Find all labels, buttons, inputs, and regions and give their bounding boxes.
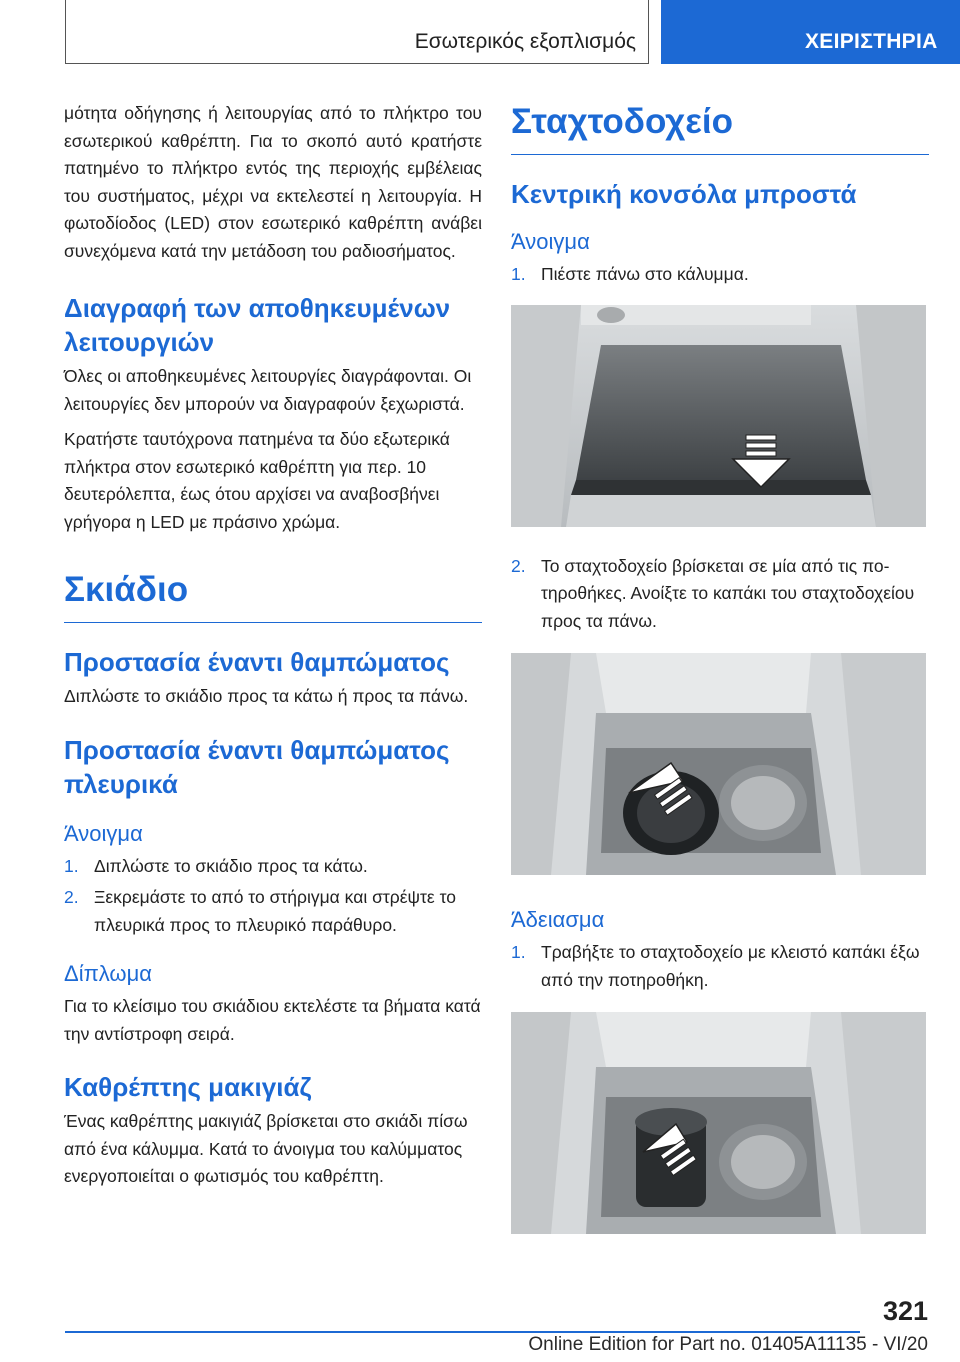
page-number: 321 [882,1296,928,1326]
vanity-mirror-text: Ένας καθρέπτης μακιγιάζ βρίσκεται στο σκιάδι πίσω από ένα κάλυμμα. Κατά το άνοιγμα του καλύμματος ενεργοποιείται ο φωτισμός του καθρέπτη. [64,1111,468,1186]
list-item [511,939,929,994]
ashtray-removal-illustration [511,1012,926,1234]
glare-protection-heading: Προστασία έναντι θαμπώματος [64,647,450,677]
glare-protection-text: Διπλώστε το σκιάδιο προς τα κάτω ή προς τα πάνω. [64,686,469,706]
step-text: Τραβήξτε το σταχτοδοχείο με κλειστό καπάκι έξω από την ποτηροθήκη. [541,942,920,990]
right-column [511,100,929,1234]
sunvisor-opening-steps [64,853,482,940]
ashtray-opening-heading: Άνοιγμα [511,229,590,254]
list-item [64,853,482,881]
delete-paragraph-2: Κρατήστε ταυτόχρονα πατημένα τα δύο εξωτερικά πλήκτρα στον εσωτερικό καθρέπτη για περ. 10 δευτερόλεπτα, έως ότου αρχίσει να αναβοσβήνει γρήγορα η LED με πράσινο χρώμα. [64,429,450,532]
vanity-mirror-heading: Καθρέπτης μακιγιάζ [64,1072,312,1102]
step-text: Ξεκρεμάστε το από το στήριγμα και στρέψτε το πλευρικά προς το πλευρικό παράθυρο. [94,887,456,935]
ashtray-step-2-list [511,553,929,636]
sunvisor-opening-heading: Άνοιγμα [64,820,143,846]
running-header-chapter: ΧΕΙΡΙΣΤΗΡΙΑ [661,0,960,64]
ashtray-step-1-list [511,261,929,289]
delete-functions-heading: Διαγραφή των αποθηκευμένων λειτουργιών [64,293,451,357]
step-text: Το σταχτοδοχείο βρίσκεται σε μία από τις ποτηροθήκες. Ανοίξτε το καπάκι του σταχτοδοχείου προς τα πάνω. [541,555,915,631]
list-item [511,261,929,289]
step-number: 1. [64,855,79,876]
list-item [64,884,482,939]
intro-paragraph: μότητα οδήγησης ή λειτουργίας από το πλήκτρο του εσωτερικού καθρέπτη. Για το σκοπό αυτό κρατήστε πατημένο το πλήκτρο εντός της περιοχής εμβέλειας του συστήματος, μέχρι να εκτελεστεί η λειτουργία. Η φωτοδίοδος (LED) στον εσωτερικό καθρέπτη ανάβει συνεχόμενα κατά την μετάδοση του ραδιοσήματος. [64,103,482,261]
footer-divider [65,1331,860,1333]
list-item [511,553,929,636]
console-cover-illustration [511,305,926,527]
ashtray-section-title: Σταχτοδοχείο [511,100,929,155]
delete-paragraph-1: Όλες οι αποθηκευμένες λειτουργίες διαγράφονται. Οι λειτουργίες δεν μπορούν να διαγραφούν ξεχωριστά. [64,366,472,414]
edition-footer: Online Edition for Part no. 01405A11135 - VI/20 [528,1334,928,1355]
step-text: Διπλώστε το σκιάδιο προς τα κάτω. [94,855,368,876]
emptying-steps [511,939,929,994]
folding-heading: Δίπλωμα [64,961,152,986]
step-number: 2. [64,887,79,907]
sunvisor-section-title: Σκιάδιο [64,568,482,623]
side-glare-heading: Προστασία έναντι θαμπώματος πλευρικά [64,734,450,799]
step-number: 2. [511,555,526,576]
step-number: 1. [511,264,526,284]
folding-text: Για το κλείσιμο του σκιάδιου εκτελέστε τα βήματα κατά την αντίστροφη σειρά. [64,996,481,1044]
ashtray-open-illustration [511,653,926,875]
front-console-heading: Κεντρική κονσόλα μπροστά [511,179,857,209]
left-column [64,100,482,1191]
step-text: Πιέστε πάνω στο κάλυμμα. [541,264,749,284]
step-number: 1. [511,942,526,962]
emptying-heading: Άδειασμα [511,907,605,932]
running-header-section: Εσωτερικός εξοπλισμός [65,0,649,64]
